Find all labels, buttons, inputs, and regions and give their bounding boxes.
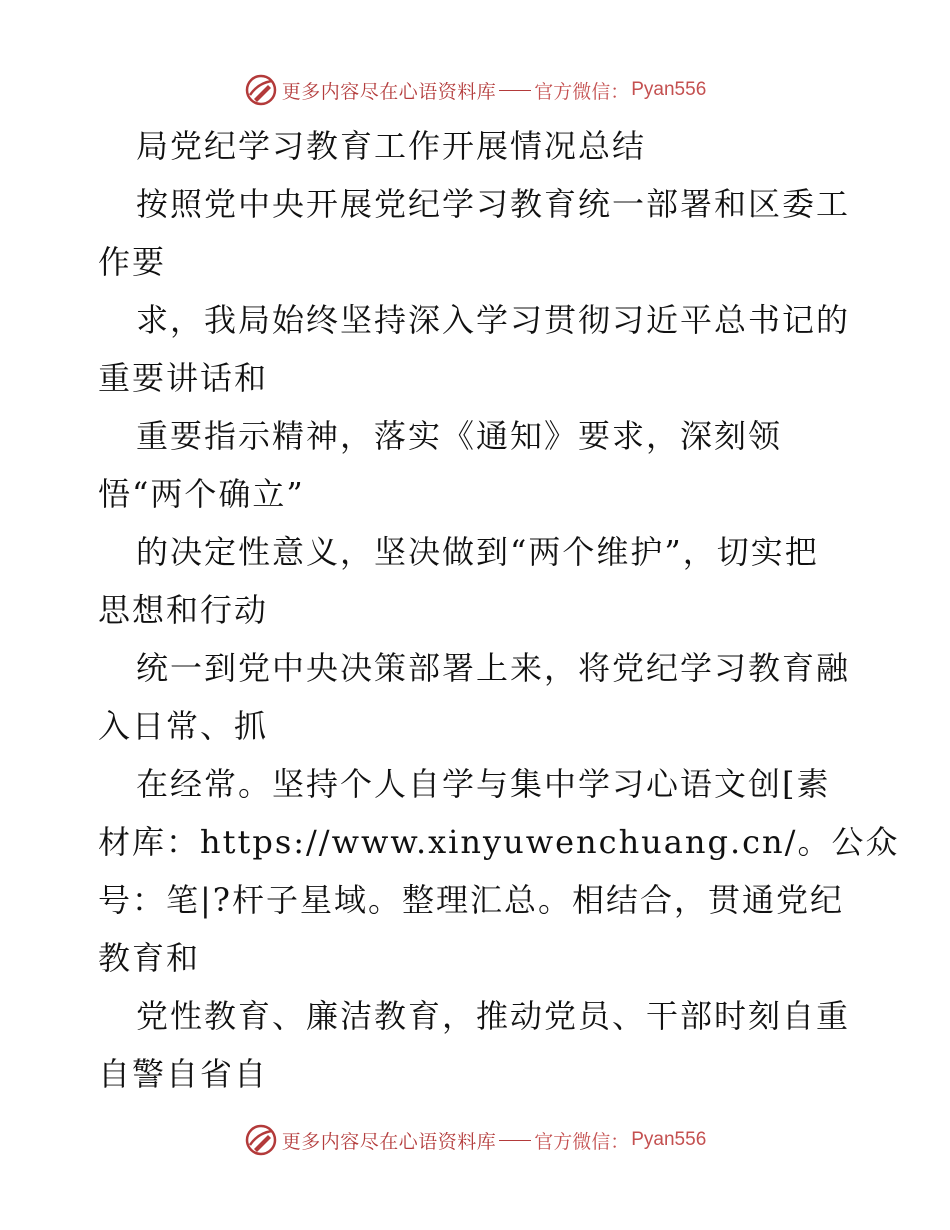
pen-logo-icon [244, 1123, 278, 1157]
document-line: 悟“两个确立” [98, 475, 305, 513]
document-title: 局党纪学习教育工作开展情况总结 [136, 127, 647, 165]
document-line: 在经常。坚持个人自学与集中学习心语文创[素 [136, 765, 831, 803]
document-line: 求，我局始终坚持深入学习贯彻习近平总书记的 [136, 301, 851, 339]
document-line: 统一到党中央决策部署上来，将党纪学习教育融 [136, 649, 851, 687]
document-line: 的决定性意义，坚决做到“两个维护”，切实把 [136, 533, 819, 571]
pen-logo-icon [244, 73, 278, 107]
document-line: 思想和行动 [98, 591, 269, 629]
banner-text: 更多内容尽在心语资料库 [281, 80, 497, 103]
document-line: 党性教育、廉洁教育，推动党员、干部时刻自重 [136, 997, 851, 1035]
banner-dash [499, 1140, 531, 1141]
header-banner [0, 70, 950, 110]
document-line: 作要 [98, 243, 167, 281]
footer-banner [0, 1120, 950, 1160]
banner-wechat-id: Pyan556 [631, 79, 707, 100]
document-line: 教育和 [98, 939, 201, 977]
document-line: 重要讲话和 [98, 359, 269, 397]
document-line: 重要指示精神，落实《通知》要求，深刻领 [136, 417, 783, 455]
document-line: 自警自省自 [98, 1055, 269, 1093]
document-line: 入日常、抓 [98, 707, 269, 745]
document-line: 材库：https://www.xinyuwenchuang.cn/。公众 [98, 823, 900, 861]
banner-text: 更多内容尽在心语资料库 [281, 1130, 497, 1153]
banner-dash [499, 90, 531, 91]
banner-wechat-label: 官方微信： [534, 1130, 630, 1153]
banner-wechat-id: Pyan556 [631, 1129, 707, 1150]
document-line: 按照党中央开展党纪学习教育统一部署和区委工 [136, 185, 851, 223]
document-line: 号：笔|?杆子星域。整理汇总。相结合，贯通党纪 [98, 881, 844, 919]
banner-wechat-label: 官方微信： [534, 80, 630, 103]
